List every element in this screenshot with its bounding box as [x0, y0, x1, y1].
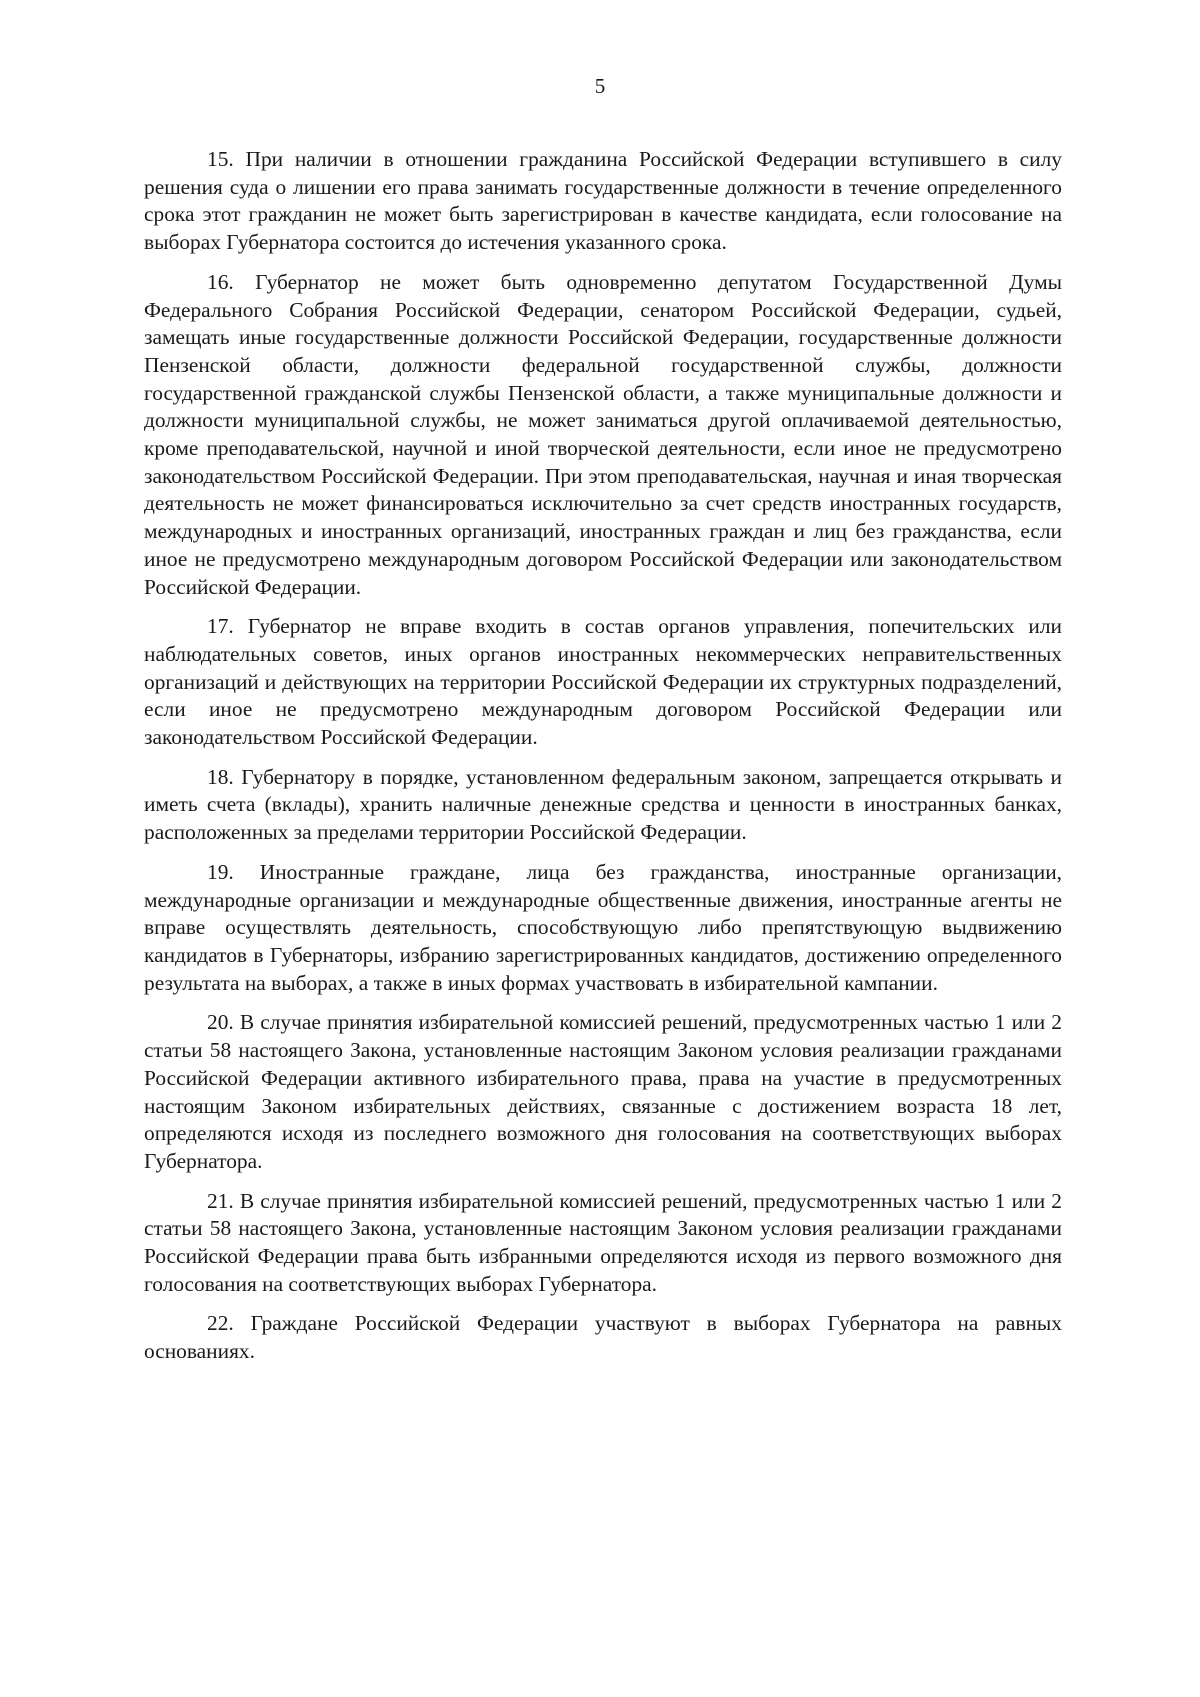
- page-number: 5: [594, 74, 606, 98]
- paragraph-21: 21. В случае принятия избирательной комиссией решений, предусмотренных частью 1 или 2 статьи 58 настоящего Закона, установленные настоящим Законом условия реализации гражданами Российской Федерации права быть избранными определяются исходя из первого возможного дня голосования на соответствующих выборах Губернатора.: [144, 1188, 1062, 1296]
- paragraph-16: 16. Губернатор не может быть одновременно депутатом Государственной Думы Федерального Собрания Российской Федерации, сенатором Российской Федерации, судьей, замещать иные государственные должности Российской Федерации, государственные должности Пензенской области, должности федеральной государственной службы, должности государственной гражданской службы Пензенской области, а также муниципальные должности и должности муниципальной службы, не может заниматься другой оплачиваемой деятельностью, кроме преподавательской, научной и иной творческой деятельности, если иное не предусмотрено законодательством Российской Федерации. При этом преподавательская, научная и иная творческая деятельность не может финансироваться исключительно за счет средств иностранных государств, международных и иностранных организаций, иностранных граждан и лиц без гражданства, если иное не предусмотрено международным договором Российской Федерации или законодательством Российской Федерации.: [144, 269, 1062, 599]
- paragraph-17: 17. Губернатор не вправе входить в состав органов управления, попечительских или наблюдательных советов, иных органов иностранных некоммерческих неправительственных организаций и действующих на территории Российской Федерации их структурных подразделений, если иное не предусмотрено международным договором Российской Федерации или законодательством Российской Федерации.: [144, 614, 1062, 750]
- paragraph-15: 15. При наличии в отношении гражданина Российской Федерации вступившего в силу решения суда о лишении его права занимать государственные должности в течение определенного срока этот гражданин не может быть зарегистрирован в качестве кандидата, если голосование на выборах Губернатора состоится до истечения указанного срока.: [144, 147, 1062, 255]
- paragraph-20: 20. В случае принятия избирательной комиссией решений, предусмотренных частью 1 или 2 статьи 58 настоящего Закона, установленные настоящим Законом условия реализации гражданами Российской Федерации активного избирательного права, права на участие в предусмотренных настоящим Законом избирательных действиях, связанные с достижением возраста 18 лет, определяются исходя из последнего возможного дня голосования на соответствующих выборах Губернатора.: [144, 1010, 1062, 1173]
- paragraph-22: 22. Граждане Российской Федерации участвуют в выборах Губернатора на равных основаниях.: [144, 1311, 1062, 1364]
- paragraph-19: 19. Иностранные граждане, лица без гражданства, иностранные организации, международные организации и международные общественные движения, иностранные агенты не вправе осуществлять деятельность, способствующую либо препятствующую выдвижению кандидатов в Губернаторы, избранию зарегистрированных кандидатов, достижению определенного результата на выборах, а также в иных формах участвовать в избирательной кампании.: [144, 859, 1062, 995]
- paragraph-18: 18. Губернатору в порядке, установленном федеральным законом, запрещается открывать и иметь счета (вклады), хранить наличные денежные средства и ценности в иностранных банках, расположенных за пределами территории Российской Федерации.: [144, 764, 1062, 845]
- document-body: [144, 146, 1062, 1378]
